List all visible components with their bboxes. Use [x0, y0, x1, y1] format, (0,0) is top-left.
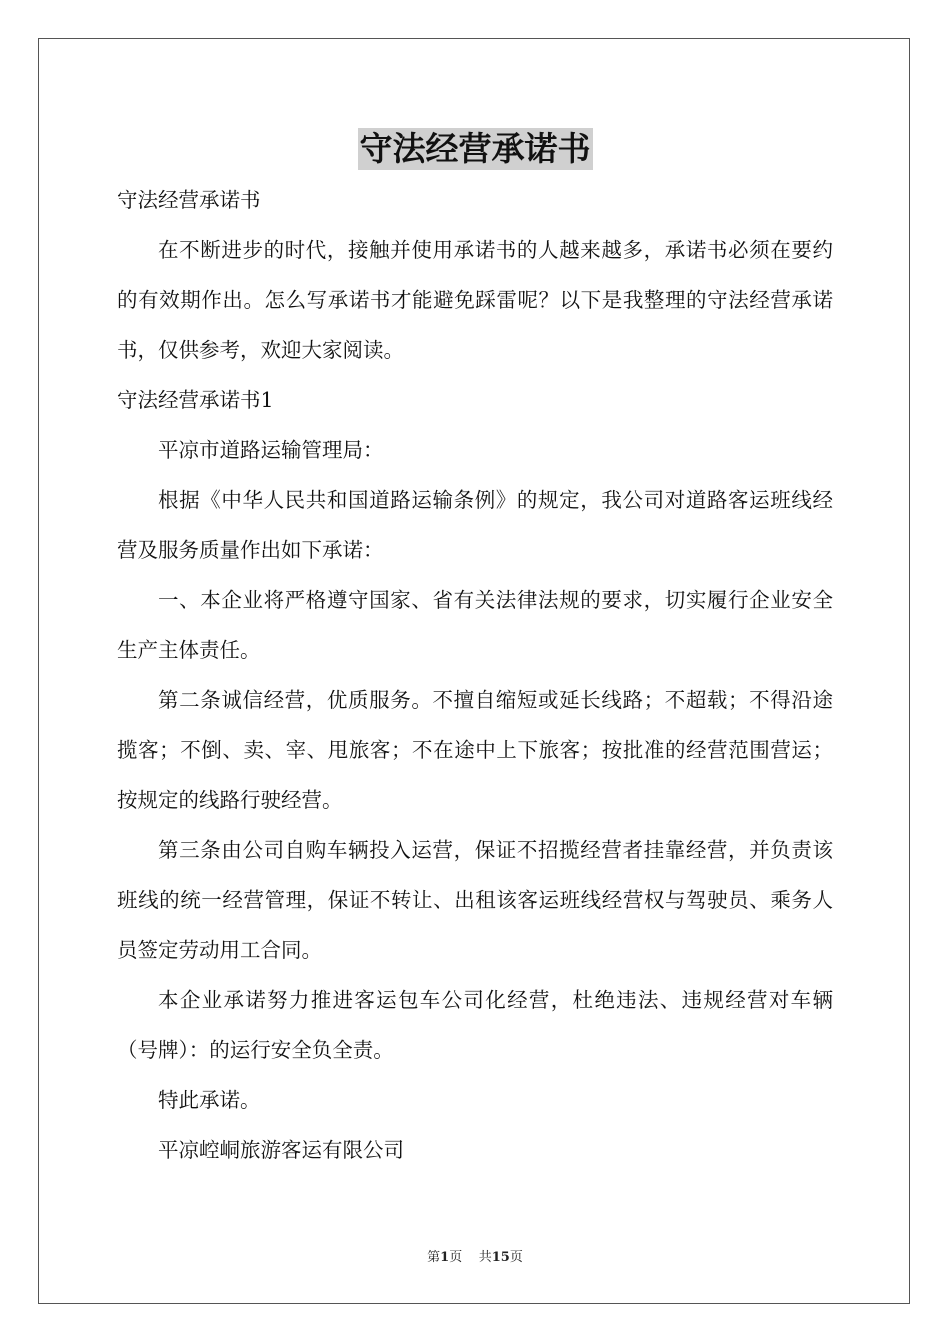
paragraph: 本企业承诺努力推进客运包车公司化经营，杜绝违法、违规经营对车辆（号牌）：的运行安全负全责。	[117, 988, 833, 1062]
paragraph: 特此承诺。	[158, 1088, 261, 1112]
footer-page-suffix: 页	[449, 1250, 463, 1265]
footer-page-number: 1	[440, 1250, 450, 1265]
footer-total-pages: 15	[491, 1250, 510, 1265]
paragraph: 守法经营承诺书1	[117, 388, 274, 412]
paragraph: 第二条诚信经营，优质服务。不擅自缩短或延长线路；不超载；不得沿途揽客；不倒、卖、宰、甩旅客；不在途中上下旅客；按批准的经营范围营运；按规定的线路行驶经营。	[117, 688, 833, 812]
paragraph: 根据《中华人民共和国道路运输条例》的规定，我公司对道路客运班线经营及服务质量作出如下承诺：	[117, 488, 833, 562]
paragraph: 平凉市道路运输管理局：	[158, 438, 384, 462]
document-title: 守法经营承诺书	[359, 129, 591, 168]
document-body	[117, 175, 833, 1175]
page-footer	[0, 1246, 950, 1265]
title-area	[0, 128, 950, 170]
paragraph: 一、本企业将严格遵守国家、省有关法律法规的要求，切实履行企业安全生产主体责任。	[117, 588, 833, 662]
footer-page-prefix: 第	[427, 1250, 441, 1265]
paragraph: 第三条由公司自购车辆投入运营，保证不招揽经营者挂靠经营，并负责该班线的统一经营管理，保证不转让、出租该客运班线经营权与驾驶员、乘务人员签定劳动用工合同。	[117, 838, 833, 962]
paragraph: 守法经营承诺书	[117, 188, 261, 212]
footer-total-prefix: 共	[478, 1250, 492, 1265]
footer-total-suffix: 页	[509, 1250, 523, 1265]
paragraph: 在不断进步的时代，接触并使用承诺书的人越来越多，承诺书必须在要约的有效期作出。怎么写承诺书才能避免踩雷呢？以下是我整理的守法经营承诺书，仅供参考，欢迎大家阅读。	[117, 238, 833, 362]
paragraph: 平凉崆峒旅游客运有限公司	[158, 1138, 404, 1162]
